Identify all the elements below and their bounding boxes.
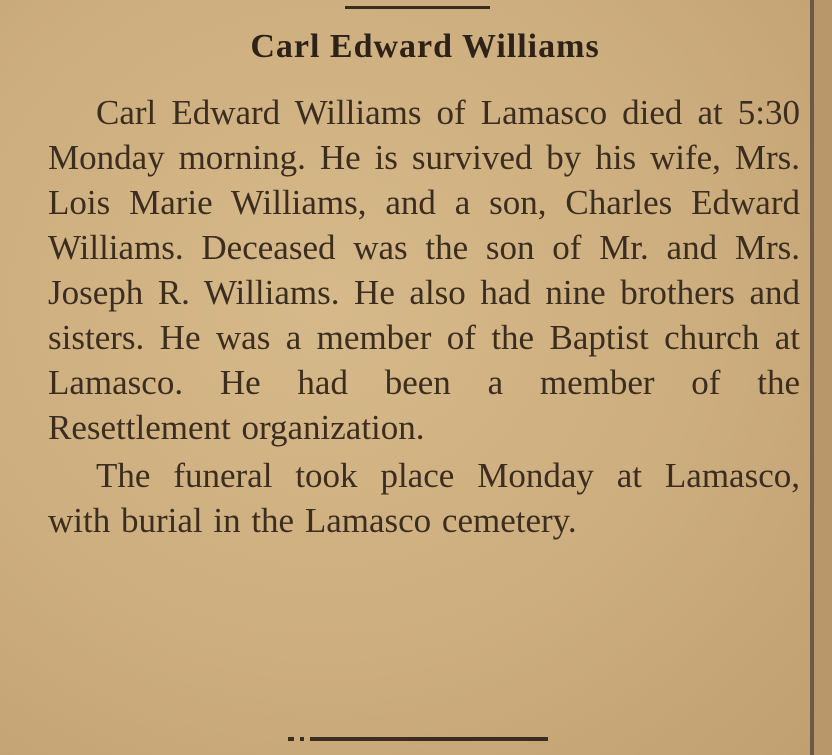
top-separator-rule — [345, 6, 490, 9]
obituary-paragraph-1: Carl Edward Williams of Lamasco died at 5:30 Monday morning. He is survived by his wife, Mrs. Lois Marie Williams, and a son, Charles Edward Williams. Deceased was the son of Mr. and Mrs. Joseph R. Williams. He also had nine brothers and sisters. He was a member of the Baptist church at Lamasco. He had been a member of the Resettlement organization. — [48, 93, 800, 447]
obituary-body — [48, 90, 800, 543]
page-margin — [814, 0, 832, 755]
bottom-separator-rule — [288, 737, 548, 741]
obituary-headline: Carl Edward Williams — [250, 28, 600, 65]
obituary-paragraph-2: The funeral took place Monday at Lamasco, with burial in the Lamasco cemetery. — [48, 456, 800, 540]
